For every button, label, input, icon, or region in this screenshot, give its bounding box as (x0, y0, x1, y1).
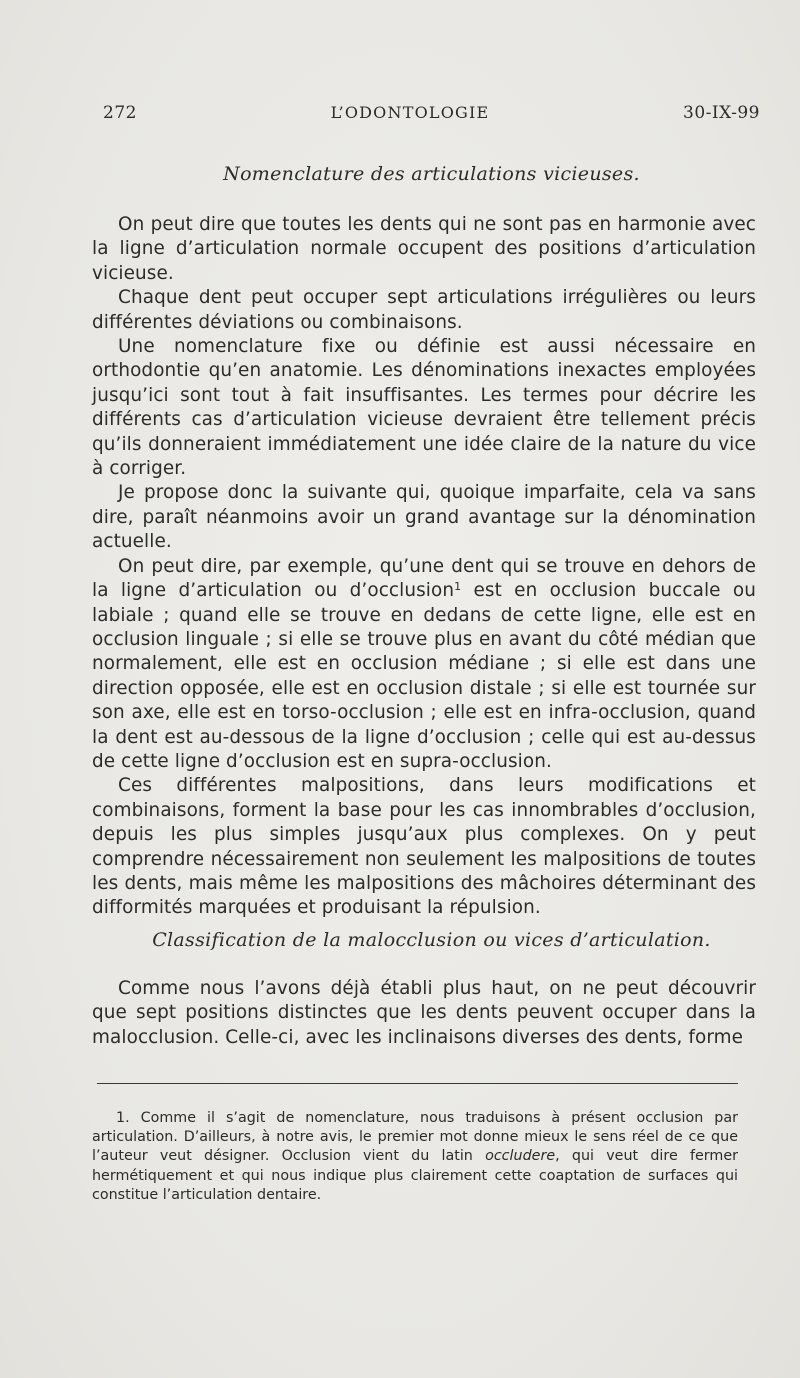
paragraph (92, 555, 756, 775)
paragraph: On peut dire que toutes les dents qui ne sont pas en harmonie avec la ligne d’articulation normale occupent des positions d’articulation vicieuse. (92, 214, 756, 284)
footnote-text: , qui veut dire fermer hermétiquement et qui nous indique plus clairement cette coaptation de surfaces qui constitue l’articulation dentaire. (92, 1148, 739, 1203)
paragraph: Ces différentes malpositions, dans leurs modifications et combinaisons, forment la base pour les cas innombrables d’occlusion, depuis les plus simples jusqu’aux plus complexes. On y peut comprendre nécessairement non seulement les malpositions de toutes les dents, mais même les malpositions des mâchoires déterminant des difformités marquées et produisant la répulsion. (92, 775, 756, 919)
footnote (92, 1109, 738, 1205)
journal-title: L’ODONTOLOGIE (330, 103, 490, 122)
paragraph-text: On peut dire, par exemple, qu’une dent qui se trouve en dehors de la ligne d’articulation ou d’occlusion (92, 555, 756, 602)
paragraph: Comme nous l’avons déjà établi plus haut, on ne peut découvrir que sept positions distinctes que les dents peuvent occuper dans la malocclusion. Celle-ci, avec les inclinaisons diverses des dents, forme (92, 978, 756, 1048)
paragraph-text: est en occlusion buccale ou labiale ; quand elle se trouve en dedans de cette ligne, elle est en occlusion linguale ; si elle se trouve plus en avant du côté médian que normalement, elle est en occlusion médiane ; si elle est dans une direction opposée, elle est en occlusion distale ; si elle est tournée sur son axe, elle est en torso-occlusion ; elle est en infra-occlusion, quand la dent est au-dessous de la ligne d’occlusion ; celle qui est au-dessus de cette ligne d’occlusion est en supra-occlusion. (92, 580, 756, 772)
paragraph: Chaque dent peut occuper sept articulations irrégulières ou leurs différentes déviations ou combinaisons. (92, 287, 756, 333)
section-title-classification: Classification de la malocclusion ou vices d’articulation. (152, 929, 711, 951)
paragraph: Une nomenclature fixe ou définie est aussi nécessaire en orthodontie qu’en anatomie. Les dénominations inexactes employées jusqu’ici sont tout à fait insuffisantes. Les termes pour décrire les différents cas d’articulation vicieuse devraient être tellement précis qu’ils donneraient immédiatement une idée claire de la nature du vice à corriger. (92, 336, 756, 480)
running-head (103, 103, 760, 123)
paragraph: Je propose donc la suivante qui, quoique imparfaite, cela va sans dire, paraît néanmoins avoir un grand avantage sur la dénomination actuelle. (92, 482, 756, 553)
footnote-reference: 1 (454, 580, 462, 594)
section-body-classification (92, 977, 756, 1050)
page-number: 272 (103, 103, 137, 123)
footnote-separator (97, 1083, 738, 1084)
issue-date: 30-IX-99 (683, 103, 760, 123)
footnote-latin-term: occludere (485, 1148, 556, 1165)
section-title-nomenclature: Nomenclature des articulations vicieuses. (223, 163, 640, 185)
section-body-nomenclature (92, 213, 756, 921)
footnote-text: 1. Comme il s’agit de nomenclature, nous traduisons à présent occlusion par articulation. D’ailleurs, à notre avis, le premier mot donne mieux le sens réel de ce que l’auteur veut désigner. Occlusion vient du latin (92, 1110, 738, 1165)
